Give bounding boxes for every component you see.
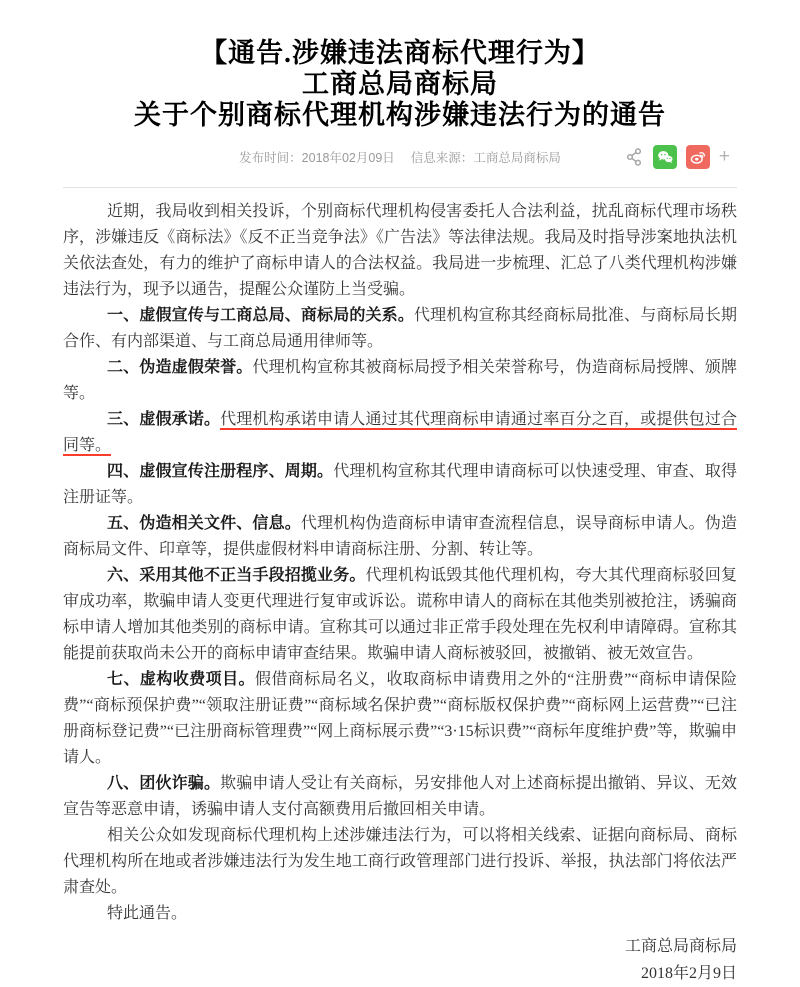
meta-row (0, 144, 800, 172)
section-paragraph (63, 771, 737, 823)
share-bar (624, 145, 730, 169)
paragraph-text: 代理机构宣称其经商标局批准、与商标局长期合作、有内部渠道、与工商总局通用律师等。 (63, 307, 737, 350)
section-lead: 六、采用其他不正当手段招揽业务。 (107, 567, 366, 584)
section-paragraph (63, 355, 737, 407)
source-value: 工商总局商标局 (473, 151, 561, 165)
body-paragraph (63, 199, 737, 303)
section-lead: 三、虚假承诺。 (107, 411, 221, 428)
body-paragraph (63, 901, 737, 927)
section-lead: 二、伪造虚假荣誉。 (107, 359, 253, 376)
section-paragraph (63, 459, 737, 511)
paragraph-text: 近期，我局收到相关投诉，个别商标代理机构侵害委托人合法利益，扰乱商标代理市场秩序，涉嫌违反《商标法》《反不正当竞争法》《广告法》等法律法规。我局及时指导涉案地执法机关依法查处，有力的维护了商标申请人的合法权益。我局进一步梳理、汇总了八类代理机构涉嫌违法行为，现予以通告，提醒公众谨防上当受骗。 (63, 203, 737, 298)
article-title-line-1: 【通告.涉嫌违法商标代理行为】 (200, 38, 600, 68)
section-paragraph (63, 667, 737, 771)
paragraph-text: 欺骗申请人受让有关商标，另安排他人对上述商标提出撤销、异议、无效宣告等恶意申请，诱骗申请人支付高额费用后撤回相关申请。 (63, 775, 737, 818)
signature-org: 工商总局商标局 (624, 938, 737, 955)
body-paragraph (63, 823, 737, 901)
section-paragraph (63, 303, 737, 355)
source-label: 信息来源： (410, 151, 474, 165)
section-paragraph (63, 511, 737, 563)
section-lead: 四、虚假宣传注册程序、周期。 (107, 463, 334, 480)
paragraph-text: 代理机构诋毁其他代理机构，夸大其代理商标驳回复审成功率，欺骗申请人变更代理进行复审或诉讼。谎称申请人的商标在其他类别被抢注，诱骗商标申请人增加其他类别的商标申请。宣称其可以通过非正常手段处理在先权利申请障碍。宣称其能提前获取尚未公开的商标申请审查结果。欺骗申请人商标被驳回，被撤销、被无效宣告。 (63, 567, 737, 662)
signature-date: 2018年2月9日 (640, 965, 737, 982)
publish-time-label: 发布时间： (239, 151, 302, 165)
article-body (63, 199, 737, 927)
article-title-line-3: 关于个别商标代理机构涉嫌违法行为的通告 (134, 100, 666, 130)
underlined-claim-text: 代理机构承诺申请人通过其代理商标申请通过率百分之百，或提供包过合同等。 (63, 411, 737, 454)
paragraph-text: 代理机构宣称其代理申请商标可以快速受理、审查、取得注册证等。 (63, 463, 737, 506)
section-paragraph (63, 407, 737, 459)
article-header (0, 0, 800, 131)
paragraph-text: 特此通告。 (107, 905, 188, 922)
share-icon[interactable] (624, 147, 644, 167)
paragraph-text: 代理机构伪造商标申请审查流程信息，误导商标申请人。伪造商标局文件、印章等，提供虚假材料申请商标注册、分割、转让等。 (63, 515, 737, 558)
wechat-icon[interactable] (653, 145, 677, 169)
section-lead: 一、虚假宣传与工商总局、商标局的关系。 (107, 307, 414, 324)
section-lead: 八、团伙诈骗。 (107, 775, 221, 792)
publish-time-value: 2018年02月09日 (301, 151, 395, 165)
more-share-icon[interactable]: + (718, 146, 730, 167)
weibo-icon[interactable] (686, 145, 710, 169)
content-separator (63, 187, 737, 188)
section-lead: 五、伪造相关文件、信息。 (107, 515, 301, 532)
section-lead: 七、虚构收费项目。 (107, 671, 255, 688)
paragraph-text: 代理机构宣称其被商标局授予相关荣誉称号，伪造商标局授牌、颁牌等。 (63, 359, 737, 402)
section-paragraph (63, 563, 737, 667)
signature-block (63, 933, 737, 987)
paragraph-text: 相关公众如发现商标代理机构上述涉嫌违法行为，可以将相关线索、证据向商标局、商标代理机构所在地或者涉嫌违法行为发生地工商行政管理部门进行投诉、举报，执法部门将依法严肃查处。 (63, 827, 737, 896)
article-title-line-2: 工商总局商标局 (302, 69, 498, 99)
paragraph-text: 假借商标局名义，收取商标申请费用之外的“注册费”“商标申请保险费”“商标预保护费”“领取注册证费”“商标域名保护费”“商标版权保护费”“商标网上运营费”“已注册商标登记费”“已注册商标管理费”“网上商标展示费”“3·15标识费”“商标年度维护费”等，欺骗申请人。 (63, 671, 737, 766)
